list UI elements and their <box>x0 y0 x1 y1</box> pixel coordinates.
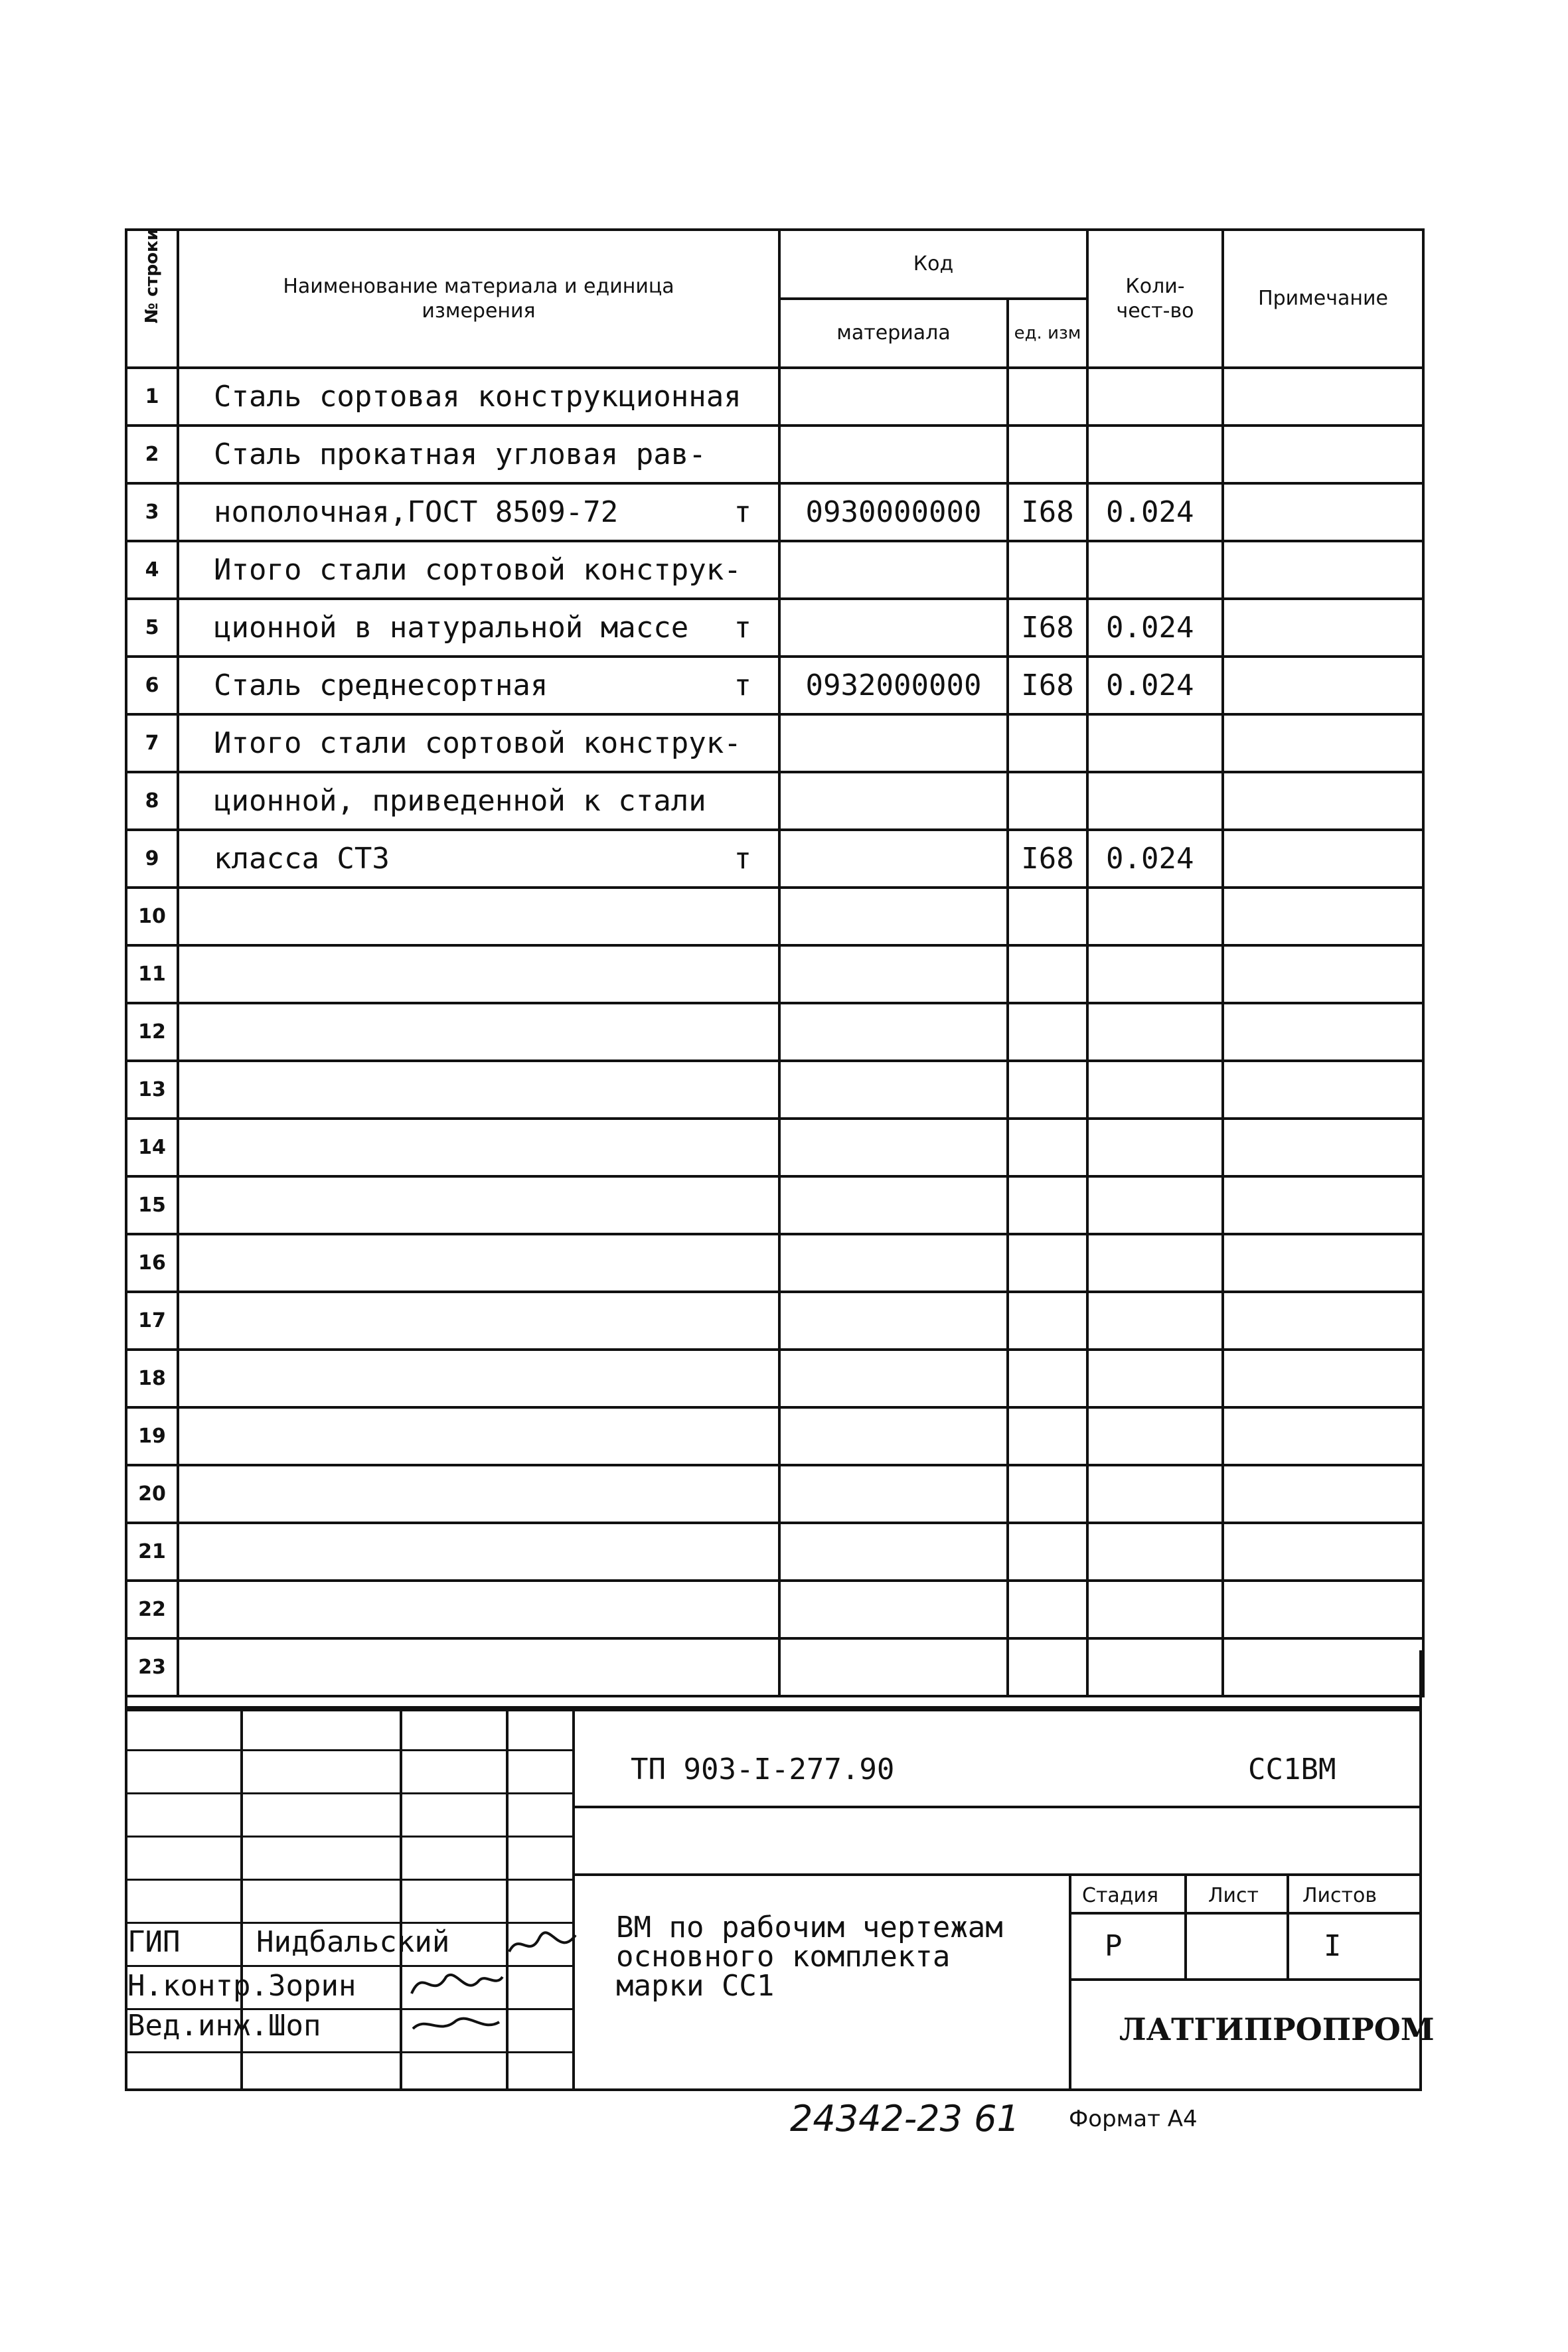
table-row <box>126 1581 1423 1638</box>
material-code <box>779 1234 1008 1292</box>
table-row <box>126 1176 1423 1234</box>
row-number: 8 <box>126 772 178 830</box>
table-row <box>126 945 1423 1003</box>
table-row <box>126 1350 1423 1407</box>
sheet-label: Лист <box>1208 1884 1259 1907</box>
materials-table <box>125 228 1425 1697</box>
unit-code <box>1008 888 1087 945</box>
material-code <box>779 426 1008 483</box>
name-gip: Нидбальский <box>256 1925 450 1959</box>
material-code <box>779 1350 1008 1407</box>
note <box>1223 830 1423 888</box>
table-row <box>126 1523 1423 1581</box>
sheets-label: Листов <box>1302 1884 1377 1907</box>
stage-label: Стадия <box>1082 1884 1159 1907</box>
row-number: 16 <box>126 1234 178 1292</box>
note <box>1223 541 1423 599</box>
material-name <box>178 1234 779 1292</box>
quantity <box>1087 1523 1223 1581</box>
row-number: 1 <box>126 368 178 426</box>
material-code <box>779 1465 1008 1523</box>
role-gip: ГИП <box>127 1925 181 1959</box>
note <box>1223 1119 1423 1176</box>
material-name <box>178 1292 779 1350</box>
quantity <box>1087 1061 1223 1119</box>
signature-lead-engineer <box>406 2009 506 2042</box>
name-normcontrol: Зорин <box>268 1969 356 2003</box>
material-name-text: класса СТЗ <box>214 842 390 876</box>
row-number: 19 <box>126 1407 178 1465</box>
table-row <box>126 1407 1423 1465</box>
role-normcontrol: Н.контр. <box>127 1969 268 2003</box>
unit-code <box>1008 1119 1087 1176</box>
material-code <box>779 1581 1008 1638</box>
material-name <box>178 483 779 541</box>
unit-code <box>1008 1523 1087 1581</box>
note <box>1223 772 1423 830</box>
material-code <box>779 541 1008 599</box>
material-name-text: Итого стали сортовой конструк- <box>214 726 742 760</box>
row-number: 6 <box>126 657 178 714</box>
quantity: 0.024 <box>1087 830 1223 888</box>
unit-code <box>1008 1234 1087 1292</box>
material-code <box>779 945 1008 1003</box>
material-name <box>178 1465 779 1523</box>
quantity: 0.024 <box>1087 483 1223 541</box>
material-name <box>178 830 779 888</box>
unit-code-header: ед. изм <box>1008 299 1087 368</box>
unit-code <box>1008 1061 1087 1119</box>
note <box>1223 599 1423 657</box>
quantity <box>1087 1176 1223 1234</box>
stage-value: Р <box>1105 1929 1123 1963</box>
document-mark: СС1ВМ <box>1248 1753 1336 1786</box>
material-name <box>178 1119 779 1176</box>
material-name <box>178 1523 779 1581</box>
row-number: 13 <box>126 1061 178 1119</box>
material-name <box>178 714 779 772</box>
table-row <box>126 483 1423 541</box>
material-name-text: Итого стали сортовой конструк- <box>214 553 742 587</box>
quantity <box>1087 1350 1223 1407</box>
unit-of-measure: т <box>734 842 751 876</box>
table-row <box>126 1465 1423 1523</box>
unit-code <box>1008 1465 1087 1523</box>
material-code <box>779 1061 1008 1119</box>
material-name <box>178 657 779 714</box>
material-code <box>779 714 1008 772</box>
row-number: 5 <box>126 599 178 657</box>
quantity: 0.024 <box>1087 599 1223 657</box>
unit-of-measure: т <box>734 611 751 645</box>
material-name <box>178 599 779 657</box>
unit-code <box>1008 772 1087 830</box>
material-name-text: Сталь сортовая конструкционная <box>214 380 742 414</box>
unit-code: I68 <box>1008 599 1087 657</box>
material-name <box>178 1176 779 1234</box>
table-row <box>126 1061 1423 1119</box>
row-number: 3 <box>126 483 178 541</box>
unit-of-measure: т <box>734 495 751 529</box>
paper-format: Формат А4 <box>1069 2106 1198 2132</box>
note <box>1223 1234 1423 1292</box>
note <box>1223 1465 1423 1523</box>
table-row <box>126 541 1423 599</box>
material-code <box>779 1407 1008 1465</box>
note <box>1223 1581 1423 1638</box>
quantity <box>1087 772 1223 830</box>
note <box>1223 1350 1423 1407</box>
material-name-text: Сталь прокатная угловая рав- <box>214 437 706 471</box>
unit-code <box>1008 1581 1087 1638</box>
material-name <box>178 368 779 426</box>
material-name-text: Сталь среднесортная <box>214 668 548 702</box>
table-row <box>126 830 1423 888</box>
quantity <box>1087 945 1223 1003</box>
quantity: 0.024 <box>1087 657 1223 714</box>
signature-gip <box>506 1925 579 1965</box>
quantity <box>1087 1407 1223 1465</box>
material-name <box>178 426 779 483</box>
table-row <box>126 1234 1423 1292</box>
material-code-header: материала <box>779 299 1008 368</box>
material-name <box>178 541 779 599</box>
note <box>1223 1176 1423 1234</box>
note <box>1223 1292 1423 1350</box>
row-number: 12 <box>126 1003 178 1061</box>
code-header: Код <box>779 230 1087 299</box>
row-number: 9 <box>126 830 178 888</box>
quantity <box>1087 368 1223 426</box>
unit-code: I68 <box>1008 830 1087 888</box>
sheets-value: I <box>1324 1929 1342 1963</box>
material-name <box>178 945 779 1003</box>
row-number: 14 <box>126 1119 178 1176</box>
note <box>1223 368 1423 426</box>
table-row <box>126 1119 1423 1176</box>
quantity <box>1087 426 1223 483</box>
material-name <box>178 772 779 830</box>
note <box>1223 426 1423 483</box>
document-code: ТП 903-I-277.90 <box>631 1753 895 1786</box>
table-row <box>126 426 1423 483</box>
table-row <box>126 772 1423 830</box>
unit-code <box>1008 541 1087 599</box>
quantity <box>1087 541 1223 599</box>
material-name <box>178 1350 779 1407</box>
unit-code <box>1008 1292 1087 1350</box>
material-name-header: Наименование материала и единица измерения <box>178 230 779 368</box>
material-name-text: нополочная,ГОСТ 8509-72 <box>214 495 619 529</box>
material-code: 0932000000 <box>779 657 1008 714</box>
quantity-header: Коли-чест-во <box>1087 230 1223 368</box>
unit-code <box>1008 1176 1087 1234</box>
note <box>1223 714 1423 772</box>
material-code <box>779 1176 1008 1234</box>
quantity <box>1087 1581 1223 1638</box>
material-code <box>779 1003 1008 1061</box>
note <box>1223 888 1423 945</box>
row-number: 17 <box>126 1292 178 1350</box>
material-code <box>779 368 1008 426</box>
unit-code <box>1008 945 1087 1003</box>
unit-code <box>1008 714 1087 772</box>
table-row <box>126 599 1423 657</box>
unit-code: I68 <box>1008 483 1087 541</box>
table-row <box>126 368 1423 426</box>
row-number: 15 <box>126 1176 178 1234</box>
note <box>1223 945 1423 1003</box>
note <box>1223 1523 1423 1581</box>
unit-code: I68 <box>1008 657 1087 714</box>
material-code: 0930000000 <box>779 483 1008 541</box>
unit-of-measure: т <box>734 668 751 702</box>
material-code <box>779 1119 1008 1176</box>
row-number: 23 <box>126 1638 178 1696</box>
material-name <box>178 1407 779 1465</box>
row-number: 21 <box>126 1523 178 1581</box>
material-name <box>178 1003 779 1061</box>
table-row <box>126 1003 1423 1061</box>
material-name-text: ционной, приведенной к стали <box>214 784 706 818</box>
unit-code <box>1008 1407 1087 1465</box>
table-row <box>126 714 1423 772</box>
organization-name: ЛАТГИПРОПРОМ <box>1119 2011 1435 2047</box>
title-line-2: основного комплекта <box>616 1940 951 1974</box>
row-number-header: № строки <box>126 230 178 368</box>
unit-code <box>1008 426 1087 483</box>
name-lead-engineer: Шоп <box>268 2009 321 2043</box>
row-number: 18 <box>126 1350 178 1407</box>
archive-number: 24342-23 61 <box>790 2098 1020 2140</box>
row-number: 10 <box>126 888 178 945</box>
material-name <box>178 1061 779 1119</box>
table-row <box>126 1292 1423 1350</box>
material-name <box>178 1581 779 1638</box>
note <box>1223 657 1423 714</box>
signature-normcontrol <box>406 1964 506 2003</box>
unit-code <box>1008 1003 1087 1061</box>
table-row <box>126 888 1423 945</box>
row-number: 11 <box>126 945 178 1003</box>
quantity <box>1087 1465 1223 1523</box>
material-name-text: ционной в натуральной массе <box>214 611 689 645</box>
title-line-1: ВМ по рабочим чертежам <box>616 1911 1003 1944</box>
material-name <box>178 888 779 945</box>
row-number: 2 <box>126 426 178 483</box>
note <box>1223 1061 1423 1119</box>
material-code <box>779 830 1008 888</box>
unit-code <box>1008 1350 1087 1407</box>
material-code <box>779 888 1008 945</box>
row-number: 4 <box>126 541 178 599</box>
quantity <box>1087 888 1223 945</box>
quantity <box>1087 1003 1223 1061</box>
quantity <box>1087 1234 1223 1292</box>
note <box>1223 1407 1423 1465</box>
title-line-3: марки СС1 <box>616 1969 775 2003</box>
row-number: 7 <box>126 714 178 772</box>
note <box>1223 483 1423 541</box>
quantity <box>1087 714 1223 772</box>
material-code <box>779 1292 1008 1350</box>
role-lead-engineer: Вед.инж. <box>127 2009 268 2043</box>
row-number: 20 <box>126 1465 178 1523</box>
material-code <box>779 1523 1008 1581</box>
material-code <box>779 599 1008 657</box>
quantity <box>1087 1292 1223 1350</box>
note-header: Примечание <box>1223 230 1423 368</box>
table-row <box>126 657 1423 714</box>
unit-code <box>1008 368 1087 426</box>
material-code <box>779 772 1008 830</box>
row-number: 22 <box>126 1581 178 1638</box>
note <box>1223 1003 1423 1061</box>
quantity <box>1087 1119 1223 1176</box>
spacer-box <box>125 1650 1422 1711</box>
